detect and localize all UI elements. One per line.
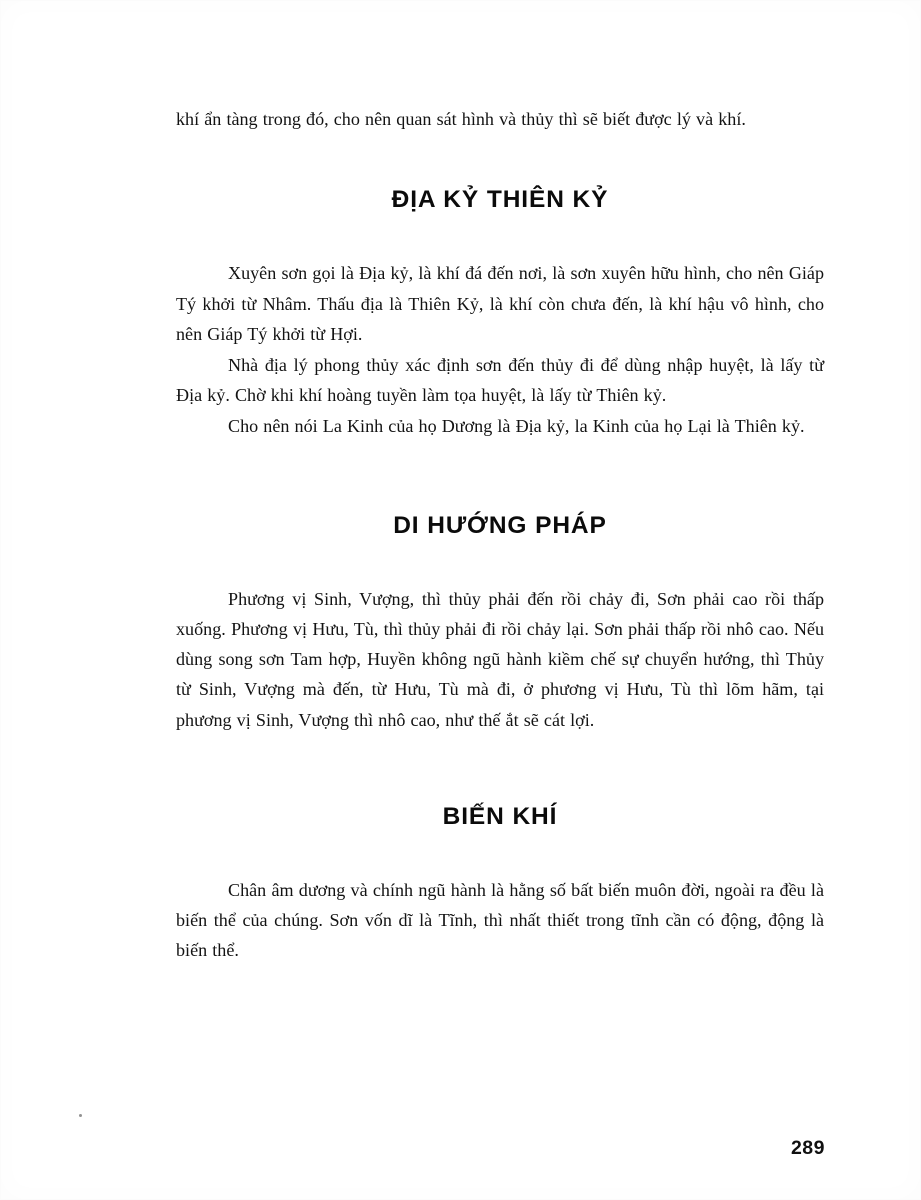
section-heading-dia-ky-thien-ky: ĐỊA KỶ THIÊN KỶ (391, 186, 609, 214)
spacer (176, 735, 824, 803)
spacer (176, 442, 824, 512)
page-number: 289 (790, 1137, 825, 1159)
scan-artifact-speck (79, 1114, 82, 1117)
paragraph: Phương vị Sinh, Vượng, thì thủy phải đến rồi chảy đi, Sơn phải cao rồi thấp xuống. Phương vị Hưu, Tù, thì thủy phải đi rồi chảy lại. Sơn phải thấp rồi nhô cao. Nếu dùng song sơn Tam hợp, Huyền không ngũ hành kiềm chế sự chuyển hướng, thì Thủy từ Sinh, Vượng mà đến, từ Hưu, Tù mà đi, ở phương vị Hưu, Tù thì lõm hãm, tại phương vị Sinh, Vượng thì nhô cao, như thế ắt sẽ cát lợi. (176, 588, 824, 730)
paragraph: Cho nên nói La Kinh của họ Dương là Địa kỷ, la Kinh của họ Lại là Thiên kỷ. (228, 416, 805, 437)
paragraph: Xuyên sơn gọi là Địa kỷ, là khí đá đến nơi, là sơn xuyên hữu hình, cho nên Giáp Tý khởi từ Nhâm. Thấu địa là Thiên Kỷ, là khí còn chưa đến, là khí hậu vô hình, cho nên Giáp Tý khởi từ Hợi. (176, 263, 824, 344)
spacer (176, 214, 824, 258)
section-heading-bien-khi: BIẾN KHÍ (442, 802, 558, 830)
opening-paragraph: khí ẩn tàng trong đó, cho nên quan sát hình và thủy thì sẽ biết được lý và khí. (176, 109, 746, 129)
spacer (176, 831, 824, 875)
spacer (176, 134, 824, 186)
paragraph: Chân âm dương và chính ngũ hành là hằng số bất biến muôn đời, ngoài ra đều là biến thể của chúng. Sơn vốn dĩ là Tĩnh, thì nhất thiết trong tĩnh cần có động, động là biến thể. (176, 879, 824, 961)
paragraph: Nhà địa lý phong thủy xác định sơn đến thủy đi để dùng nhập huyệt, là lấy từ Địa kỷ. Chờ khi khí hoàng tuyền làm tọa huyệt, là lấy từ Thiên kỷ. (176, 354, 824, 406)
page-text-block (176, 104, 824, 966)
section-heading-di-huong-phap: DI HƯỚNG PHÁP (393, 511, 607, 539)
spacer (176, 540, 824, 584)
